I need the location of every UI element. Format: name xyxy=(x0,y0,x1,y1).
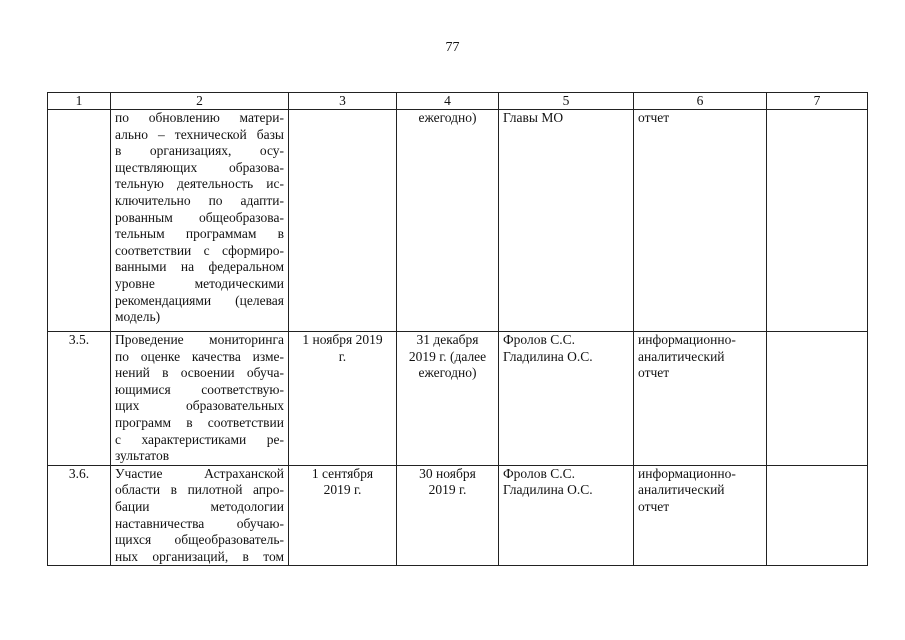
header-row xyxy=(48,93,868,110)
row-number-cell: 3.5. xyxy=(48,332,111,466)
description-line: рекомендациями (целевая xyxy=(115,292,284,308)
table-row xyxy=(48,110,868,332)
description-line: тельным программам в xyxy=(115,226,284,242)
start-date-line: г. xyxy=(338,348,347,364)
start-date-cell xyxy=(289,332,397,466)
page-number: 77 xyxy=(445,40,460,55)
column-header-5: 5 xyxy=(499,93,634,110)
description-cell xyxy=(111,465,289,566)
description-line: с характеристиками ре- xyxy=(115,431,284,447)
description-line: наставничества обучаю- xyxy=(115,515,284,531)
description-line: ванными на федеральном xyxy=(115,259,284,275)
end-date-line: 31 декабря xyxy=(416,332,479,347)
description-line: в организациях, осу- xyxy=(115,143,284,159)
column-header-1: 1 xyxy=(48,93,111,110)
responsible-line: Гладилина О.С. xyxy=(503,482,593,498)
description-line: по обновлению матери- xyxy=(115,110,284,125)
description-line: Участие Астраханской xyxy=(115,465,284,481)
report-form-line: отчет xyxy=(638,110,670,125)
note-cell xyxy=(767,332,868,466)
description-line: по оценке качества изме- xyxy=(115,348,284,364)
column-header-3: 3 xyxy=(289,93,397,110)
responsible-line: Фролов С.С. xyxy=(503,332,575,347)
responsible-line: Гладилина О.С. xyxy=(503,348,593,364)
report-form-line: информационно- xyxy=(638,332,736,347)
start-date-line: 2019 г. xyxy=(323,482,362,498)
description-line: тельную деятельность ис- xyxy=(115,176,284,192)
end-date-cell xyxy=(397,110,499,332)
description-line: бации методологии xyxy=(115,498,284,514)
responsible-line: Главы МО xyxy=(503,110,564,125)
description-cell xyxy=(111,110,289,332)
note-cell xyxy=(767,110,868,332)
description-line: ально – технической базы xyxy=(115,126,284,142)
responsible-cell xyxy=(499,332,634,466)
end-date-line: 2019 г. xyxy=(428,482,467,498)
start-date-cell xyxy=(289,110,397,332)
column-header-6: 6 xyxy=(634,93,767,110)
end-date-cell xyxy=(397,465,499,566)
description-line: области в пилотной апро- xyxy=(115,482,284,498)
row-number-cell xyxy=(48,110,111,332)
description-line: зультатов xyxy=(115,448,170,464)
end-date-line: ежегодно) xyxy=(418,110,477,125)
description-line: ключительно по адапти- xyxy=(115,192,284,208)
description-line: уровне методическими xyxy=(115,275,284,291)
description-line: соответствии с сформиро- xyxy=(115,242,284,258)
description-line: щихся общеобразователь- xyxy=(115,532,284,548)
report-form-line: отчет xyxy=(638,365,670,381)
report-form-line: аналитический xyxy=(638,348,725,364)
responsible-cell xyxy=(499,465,634,566)
responsible-cell xyxy=(499,110,634,332)
description-line: щих образовательных xyxy=(115,398,284,414)
column-header-4: 4 xyxy=(397,93,499,110)
row-number-cell: 3.6. xyxy=(48,465,111,566)
report-form-line: отчет xyxy=(638,498,670,514)
note-cell xyxy=(767,465,868,566)
description-cell xyxy=(111,332,289,466)
report-form-line: информационно- xyxy=(638,465,736,481)
responsible-line: Фролов С.С. xyxy=(503,465,575,481)
description-line: модель) xyxy=(115,309,161,325)
description-line: рованным общеобразова- xyxy=(115,209,284,225)
table-row xyxy=(48,332,868,466)
report-form-cell xyxy=(634,465,767,566)
start-date-line: 1 сентября xyxy=(311,465,374,481)
end-date-cell xyxy=(397,332,499,466)
report-form-line: аналитический xyxy=(638,482,725,498)
report-form-cell xyxy=(634,332,767,466)
table-row xyxy=(48,465,868,566)
description-line: ющимися соответствую- xyxy=(115,381,284,397)
description-line: ных организаций, в том xyxy=(115,548,284,564)
start-date-cell xyxy=(289,465,397,566)
report-form-cell xyxy=(634,110,767,332)
description-line: Проведение мониторинга xyxy=(115,332,284,347)
column-header-7: 7 xyxy=(767,93,868,110)
plan-table xyxy=(47,92,868,566)
end-date-line: ежегодно) xyxy=(418,365,477,381)
column-header-2: 2 xyxy=(111,93,289,110)
start-date-line: 1 ноября 2019 xyxy=(302,332,383,347)
end-date-line: 30 ноября xyxy=(419,465,476,481)
description-line: ществляющих образова- xyxy=(115,159,284,175)
description-line: нений в освоении обуча- xyxy=(115,365,284,381)
end-date-line: 2019 г. (далее xyxy=(408,348,487,364)
description-line: программ в соответствии xyxy=(115,414,284,430)
